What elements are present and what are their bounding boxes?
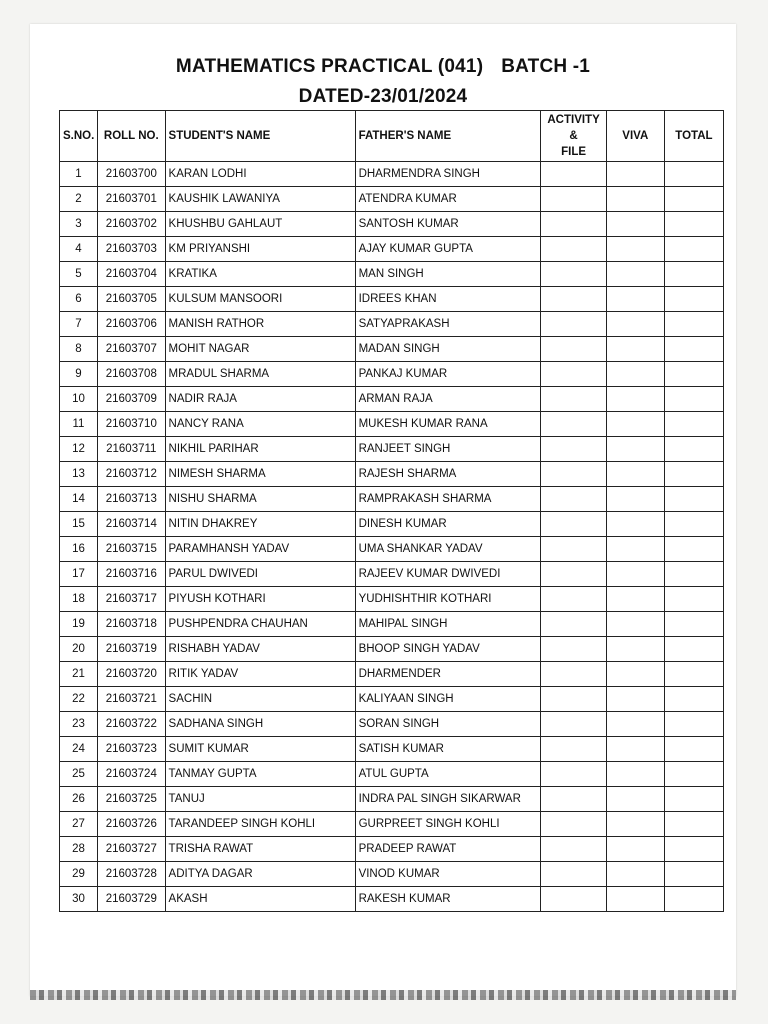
row-total-cell bbox=[664, 262, 723, 287]
row-total-cell bbox=[664, 537, 723, 562]
row-father-name: DINESH KUMAR bbox=[355, 512, 541, 537]
row-viva-cell bbox=[606, 312, 664, 337]
row-activity-cell bbox=[541, 337, 606, 362]
row-father-name: DHARMENDRA SINGH bbox=[355, 162, 541, 187]
row-viva-cell bbox=[606, 412, 664, 437]
row-father-name: RANJEET SINGH bbox=[355, 437, 541, 462]
row-father-name: MADAN SINGH bbox=[355, 337, 541, 362]
row-father-name: INDRA PAL SINGH SIKARWAR bbox=[355, 787, 541, 812]
row-sno: 2 bbox=[60, 187, 98, 212]
row-roll-no: 21603702 bbox=[98, 212, 166, 237]
table-row bbox=[60, 212, 724, 237]
row-total-cell bbox=[664, 812, 723, 837]
table-row bbox=[60, 412, 724, 437]
row-activity-cell bbox=[541, 862, 606, 887]
table-row bbox=[60, 612, 724, 637]
row-father-name: BHOOP SINGH YADAV bbox=[355, 637, 541, 662]
row-activity-cell bbox=[541, 387, 606, 412]
row-roll-no: 21603720 bbox=[98, 662, 166, 687]
row-father-name: SATISH KUMAR bbox=[355, 737, 541, 762]
header-father-name: FATHER'S NAME bbox=[355, 111, 541, 162]
header-activity-line3: FILE bbox=[561, 146, 587, 158]
row-sno: 8 bbox=[60, 337, 98, 362]
row-viva-cell bbox=[606, 662, 664, 687]
row-total-cell bbox=[664, 887, 723, 912]
row-roll-no: 21603719 bbox=[98, 637, 166, 662]
row-student-name: KRATIKA bbox=[165, 262, 355, 287]
header-sno: S.NO. bbox=[60, 111, 98, 162]
row-total-cell bbox=[664, 712, 723, 737]
row-roll-no: 21603708 bbox=[98, 362, 166, 387]
row-roll-no: 21603711 bbox=[98, 437, 166, 462]
row-viva-cell bbox=[606, 437, 664, 462]
row-student-name: RISHABH YADAV bbox=[165, 637, 355, 662]
row-activity-cell bbox=[541, 837, 606, 862]
row-student-name: AKASH bbox=[165, 887, 355, 912]
row-sno: 26 bbox=[60, 787, 98, 812]
table-row bbox=[60, 287, 724, 312]
row-total-cell bbox=[664, 437, 723, 462]
row-activity-cell bbox=[541, 212, 606, 237]
row-activity-cell bbox=[541, 887, 606, 912]
row-student-name: KULSUM MANSOORI bbox=[165, 287, 355, 312]
table-row bbox=[60, 162, 724, 187]
row-total-cell bbox=[664, 337, 723, 362]
row-total-cell bbox=[664, 387, 723, 412]
table-row bbox=[60, 337, 724, 362]
row-sno: 12 bbox=[60, 437, 98, 462]
row-student-name: NADIR RAJA bbox=[165, 387, 355, 412]
row-activity-cell bbox=[541, 487, 606, 512]
row-father-name: RAJESH SHARMA bbox=[355, 462, 541, 487]
row-roll-no: 21603704 bbox=[98, 262, 166, 287]
table-row bbox=[60, 637, 724, 662]
row-total-cell bbox=[664, 162, 723, 187]
row-viva-cell bbox=[606, 387, 664, 412]
table-row bbox=[60, 187, 724, 212]
row-sno: 21 bbox=[60, 662, 98, 687]
row-roll-no: 21603723 bbox=[98, 737, 166, 762]
row-father-name: UMA SHANKAR YADAV bbox=[355, 537, 541, 562]
row-roll-no: 21603713 bbox=[98, 487, 166, 512]
row-father-name: GURPREET SINGH KOHLI bbox=[355, 812, 541, 837]
row-student-name: MRADUL SHARMA bbox=[165, 362, 355, 387]
table-row bbox=[60, 887, 724, 912]
row-father-name: SORAN SINGH bbox=[355, 712, 541, 737]
table-row bbox=[60, 562, 724, 587]
row-sno: 3 bbox=[60, 212, 98, 237]
row-roll-no: 21603722 bbox=[98, 712, 166, 737]
row-sno: 9 bbox=[60, 362, 98, 387]
row-viva-cell bbox=[606, 512, 664, 537]
row-sno: 22 bbox=[60, 687, 98, 712]
table-row bbox=[60, 862, 724, 887]
row-father-name: RAMPRAKASH SHARMA bbox=[355, 487, 541, 512]
row-viva-cell bbox=[606, 162, 664, 187]
table-row bbox=[60, 462, 724, 487]
row-viva-cell bbox=[606, 537, 664, 562]
row-total-cell bbox=[664, 487, 723, 512]
row-sno: 10 bbox=[60, 387, 98, 412]
row-viva-cell bbox=[606, 287, 664, 312]
row-total-cell bbox=[664, 612, 723, 637]
batch-label: BATCH -1 bbox=[501, 56, 591, 77]
row-sno: 14 bbox=[60, 487, 98, 512]
row-sno: 20 bbox=[60, 637, 98, 662]
row-roll-no: 21603710 bbox=[98, 412, 166, 437]
row-viva-cell bbox=[606, 687, 664, 712]
row-student-name: TANUJ bbox=[165, 787, 355, 812]
row-viva-cell bbox=[606, 737, 664, 762]
row-student-name: RITIK YADAV bbox=[165, 662, 355, 687]
table-row bbox=[60, 812, 724, 837]
row-viva-cell bbox=[606, 487, 664, 512]
row-activity-cell bbox=[541, 512, 606, 537]
row-sno: 5 bbox=[60, 262, 98, 287]
row-father-name: DHARMENDER bbox=[355, 662, 541, 687]
row-total-cell bbox=[664, 862, 723, 887]
row-father-name: YUDHISHTHIR KOTHARI bbox=[355, 587, 541, 612]
row-father-name: MUKESH KUMAR RANA bbox=[355, 412, 541, 437]
row-student-name: KHUSHBU GAHLAUT bbox=[165, 212, 355, 237]
document-title bbox=[30, 56, 736, 78]
row-activity-cell bbox=[541, 812, 606, 837]
row-sno: 24 bbox=[60, 737, 98, 762]
row-student-name: MANISH RATHOR bbox=[165, 312, 355, 337]
row-sno: 13 bbox=[60, 462, 98, 487]
row-sno: 27 bbox=[60, 812, 98, 837]
row-roll-no: 21603707 bbox=[98, 337, 166, 362]
table-row bbox=[60, 762, 724, 787]
table-row bbox=[60, 787, 724, 812]
row-total-cell bbox=[664, 212, 723, 237]
row-total-cell bbox=[664, 762, 723, 787]
table-row bbox=[60, 387, 724, 412]
row-activity-cell bbox=[541, 187, 606, 212]
row-viva-cell bbox=[606, 637, 664, 662]
row-activity-cell bbox=[541, 312, 606, 337]
row-father-name: VINOD KUMAR bbox=[355, 862, 541, 887]
row-viva-cell bbox=[606, 837, 664, 862]
row-father-name: KALIYAAN SINGH bbox=[355, 687, 541, 712]
row-total-cell bbox=[664, 662, 723, 687]
row-viva-cell bbox=[606, 462, 664, 487]
row-activity-cell bbox=[541, 687, 606, 712]
row-total-cell bbox=[664, 312, 723, 337]
row-student-name: NANCY RANA bbox=[165, 412, 355, 437]
row-student-name: KM PRIYANSHI bbox=[165, 237, 355, 262]
row-total-cell bbox=[664, 412, 723, 437]
row-sno: 7 bbox=[60, 312, 98, 337]
row-student-name: SUMIT KUMAR bbox=[165, 737, 355, 762]
row-viva-cell bbox=[606, 337, 664, 362]
row-activity-cell bbox=[541, 412, 606, 437]
row-activity-cell bbox=[541, 237, 606, 262]
row-roll-no: 21603717 bbox=[98, 587, 166, 612]
table-row bbox=[60, 362, 724, 387]
row-total-cell bbox=[664, 287, 723, 312]
row-roll-no: 21603724 bbox=[98, 762, 166, 787]
paper-sheet bbox=[30, 24, 736, 996]
table-row bbox=[60, 512, 724, 537]
row-roll-no: 21603714 bbox=[98, 512, 166, 537]
row-roll-no: 21603718 bbox=[98, 612, 166, 637]
row-father-name: SATYAPRAKASH bbox=[355, 312, 541, 337]
row-student-name: SADHANA SINGH bbox=[165, 712, 355, 737]
row-roll-no: 21603725 bbox=[98, 787, 166, 812]
row-viva-cell bbox=[606, 237, 664, 262]
row-student-name: NIMESH SHARMA bbox=[165, 462, 355, 487]
row-total-cell bbox=[664, 362, 723, 387]
row-sno: 19 bbox=[60, 612, 98, 637]
marks-table bbox=[59, 110, 724, 912]
row-sno: 1 bbox=[60, 162, 98, 187]
row-student-name: KAUSHIK LAWANIYA bbox=[165, 187, 355, 212]
row-viva-cell bbox=[606, 862, 664, 887]
table-row bbox=[60, 537, 724, 562]
row-student-name: PARUL DWIVEDI bbox=[165, 562, 355, 587]
row-sno: 6 bbox=[60, 287, 98, 312]
row-sno: 18 bbox=[60, 587, 98, 612]
row-total-cell bbox=[664, 837, 723, 862]
table-row bbox=[60, 312, 724, 337]
document-date: DATED-23/01/2024 bbox=[298, 86, 468, 107]
row-roll-no: 21603721 bbox=[98, 687, 166, 712]
row-activity-cell bbox=[541, 762, 606, 787]
row-sno: 17 bbox=[60, 562, 98, 587]
row-total-cell bbox=[664, 787, 723, 812]
row-father-name: RAJEEV KUMAR DWIVEDI bbox=[355, 562, 541, 587]
row-roll-no: 21603712 bbox=[98, 462, 166, 487]
row-activity-cell bbox=[541, 362, 606, 387]
header-total: TOTAL bbox=[664, 111, 723, 162]
row-student-name: TRISHA RAWAT bbox=[165, 837, 355, 862]
table-row bbox=[60, 662, 724, 687]
row-viva-cell bbox=[606, 812, 664, 837]
row-student-name: TARANDEEP SINGH KOHLI bbox=[165, 812, 355, 837]
table-row bbox=[60, 587, 724, 612]
row-activity-cell bbox=[541, 662, 606, 687]
row-viva-cell bbox=[606, 887, 664, 912]
row-activity-cell bbox=[541, 162, 606, 187]
row-roll-no: 21603716 bbox=[98, 562, 166, 587]
row-viva-cell bbox=[606, 262, 664, 287]
table-body bbox=[60, 162, 724, 912]
row-father-name: MAHIPAL SINGH bbox=[355, 612, 541, 637]
row-activity-cell bbox=[541, 462, 606, 487]
header-roll-no: ROLL NO. bbox=[98, 111, 166, 162]
row-activity-cell bbox=[541, 712, 606, 737]
row-activity-cell bbox=[541, 287, 606, 312]
table-row bbox=[60, 437, 724, 462]
header-activity-file bbox=[541, 111, 606, 162]
row-student-name: SACHIN bbox=[165, 687, 355, 712]
row-sno: 30 bbox=[60, 887, 98, 912]
row-student-name: KARAN LODHI bbox=[165, 162, 355, 187]
row-viva-cell bbox=[606, 762, 664, 787]
row-student-name: NISHU SHARMA bbox=[165, 487, 355, 512]
row-father-name: ATUL GUPTA bbox=[355, 762, 541, 787]
row-father-name: MAN SINGH bbox=[355, 262, 541, 287]
row-viva-cell bbox=[606, 787, 664, 812]
row-total-cell bbox=[664, 187, 723, 212]
row-activity-cell bbox=[541, 612, 606, 637]
row-student-name: PIYUSH KOTHARI bbox=[165, 587, 355, 612]
row-total-cell bbox=[664, 462, 723, 487]
header-student-name: STUDENT'S NAME bbox=[165, 111, 355, 162]
row-father-name: SANTOSH KUMAR bbox=[355, 212, 541, 237]
subject-title: MATHEMATICS PRACTICAL (041) bbox=[175, 56, 484, 77]
row-activity-cell bbox=[541, 537, 606, 562]
row-roll-no: 21603728 bbox=[98, 862, 166, 887]
row-father-name: IDREES KHAN bbox=[355, 287, 541, 312]
table-row bbox=[60, 687, 724, 712]
scan-edge bbox=[30, 990, 736, 1000]
row-roll-no: 21603706 bbox=[98, 312, 166, 337]
header-activity-line1: ACTIVITY bbox=[547, 114, 600, 126]
row-viva-cell bbox=[606, 212, 664, 237]
row-viva-cell bbox=[606, 362, 664, 387]
row-student-name: MOHIT NAGAR bbox=[165, 337, 355, 362]
row-roll-no: 21603726 bbox=[98, 812, 166, 837]
table-header-row bbox=[60, 111, 724, 162]
row-father-name: PANKAJ KUMAR bbox=[355, 362, 541, 387]
row-student-name: PARAMHANSH YADAV bbox=[165, 537, 355, 562]
row-total-cell bbox=[664, 512, 723, 537]
table-row bbox=[60, 837, 724, 862]
row-activity-cell bbox=[541, 637, 606, 662]
row-activity-cell bbox=[541, 437, 606, 462]
row-viva-cell bbox=[606, 187, 664, 212]
row-father-name: PRADEEP RAWAT bbox=[355, 837, 541, 862]
header-viva: VIVA bbox=[606, 111, 664, 162]
row-total-cell bbox=[664, 637, 723, 662]
row-viva-cell bbox=[606, 562, 664, 587]
row-activity-cell bbox=[541, 262, 606, 287]
row-student-name: NIKHIL PARIHAR bbox=[165, 437, 355, 462]
row-viva-cell bbox=[606, 712, 664, 737]
row-roll-no: 21603729 bbox=[98, 887, 166, 912]
row-student-name: TANMAY GUPTA bbox=[165, 762, 355, 787]
row-viva-cell bbox=[606, 612, 664, 637]
row-roll-no: 21603709 bbox=[98, 387, 166, 412]
row-father-name: ARMAN RAJA bbox=[355, 387, 541, 412]
row-roll-no: 21603727 bbox=[98, 837, 166, 862]
row-total-cell bbox=[664, 587, 723, 612]
row-roll-no: 21603700 bbox=[98, 162, 166, 187]
row-sno: 15 bbox=[60, 512, 98, 537]
row-total-cell bbox=[664, 737, 723, 762]
row-sno: 25 bbox=[60, 762, 98, 787]
row-student-name: ADITYA DAGAR bbox=[165, 862, 355, 887]
table-row bbox=[60, 712, 724, 737]
row-total-cell bbox=[664, 687, 723, 712]
row-roll-no: 21603701 bbox=[98, 187, 166, 212]
row-father-name: AJAY KUMAR GUPTA bbox=[355, 237, 541, 262]
row-sno: 11 bbox=[60, 412, 98, 437]
row-sno: 23 bbox=[60, 712, 98, 737]
row-sno: 29 bbox=[60, 862, 98, 887]
row-total-cell bbox=[664, 237, 723, 262]
row-student-name: NITIN DHAKREY bbox=[165, 512, 355, 537]
row-roll-no: 21603715 bbox=[98, 537, 166, 562]
table-row bbox=[60, 737, 724, 762]
table-row bbox=[60, 237, 724, 262]
row-roll-no: 21603703 bbox=[98, 237, 166, 262]
row-sno: 16 bbox=[60, 537, 98, 562]
header-activity-line2: & bbox=[569, 130, 578, 142]
table-row bbox=[60, 262, 724, 287]
row-father-name: ATENDRA KUMAR bbox=[355, 187, 541, 212]
row-roll-no: 21603705 bbox=[98, 287, 166, 312]
row-activity-cell bbox=[541, 562, 606, 587]
table-row bbox=[60, 487, 724, 512]
row-total-cell bbox=[664, 562, 723, 587]
row-sno: 28 bbox=[60, 837, 98, 862]
row-activity-cell bbox=[541, 787, 606, 812]
row-father-name: RAKESH KUMAR bbox=[355, 887, 541, 912]
row-sno: 4 bbox=[60, 237, 98, 262]
row-student-name: PUSHPENDRA CHAUHAN bbox=[165, 612, 355, 637]
row-activity-cell bbox=[541, 737, 606, 762]
row-activity-cell bbox=[541, 587, 606, 612]
row-viva-cell bbox=[606, 587, 664, 612]
